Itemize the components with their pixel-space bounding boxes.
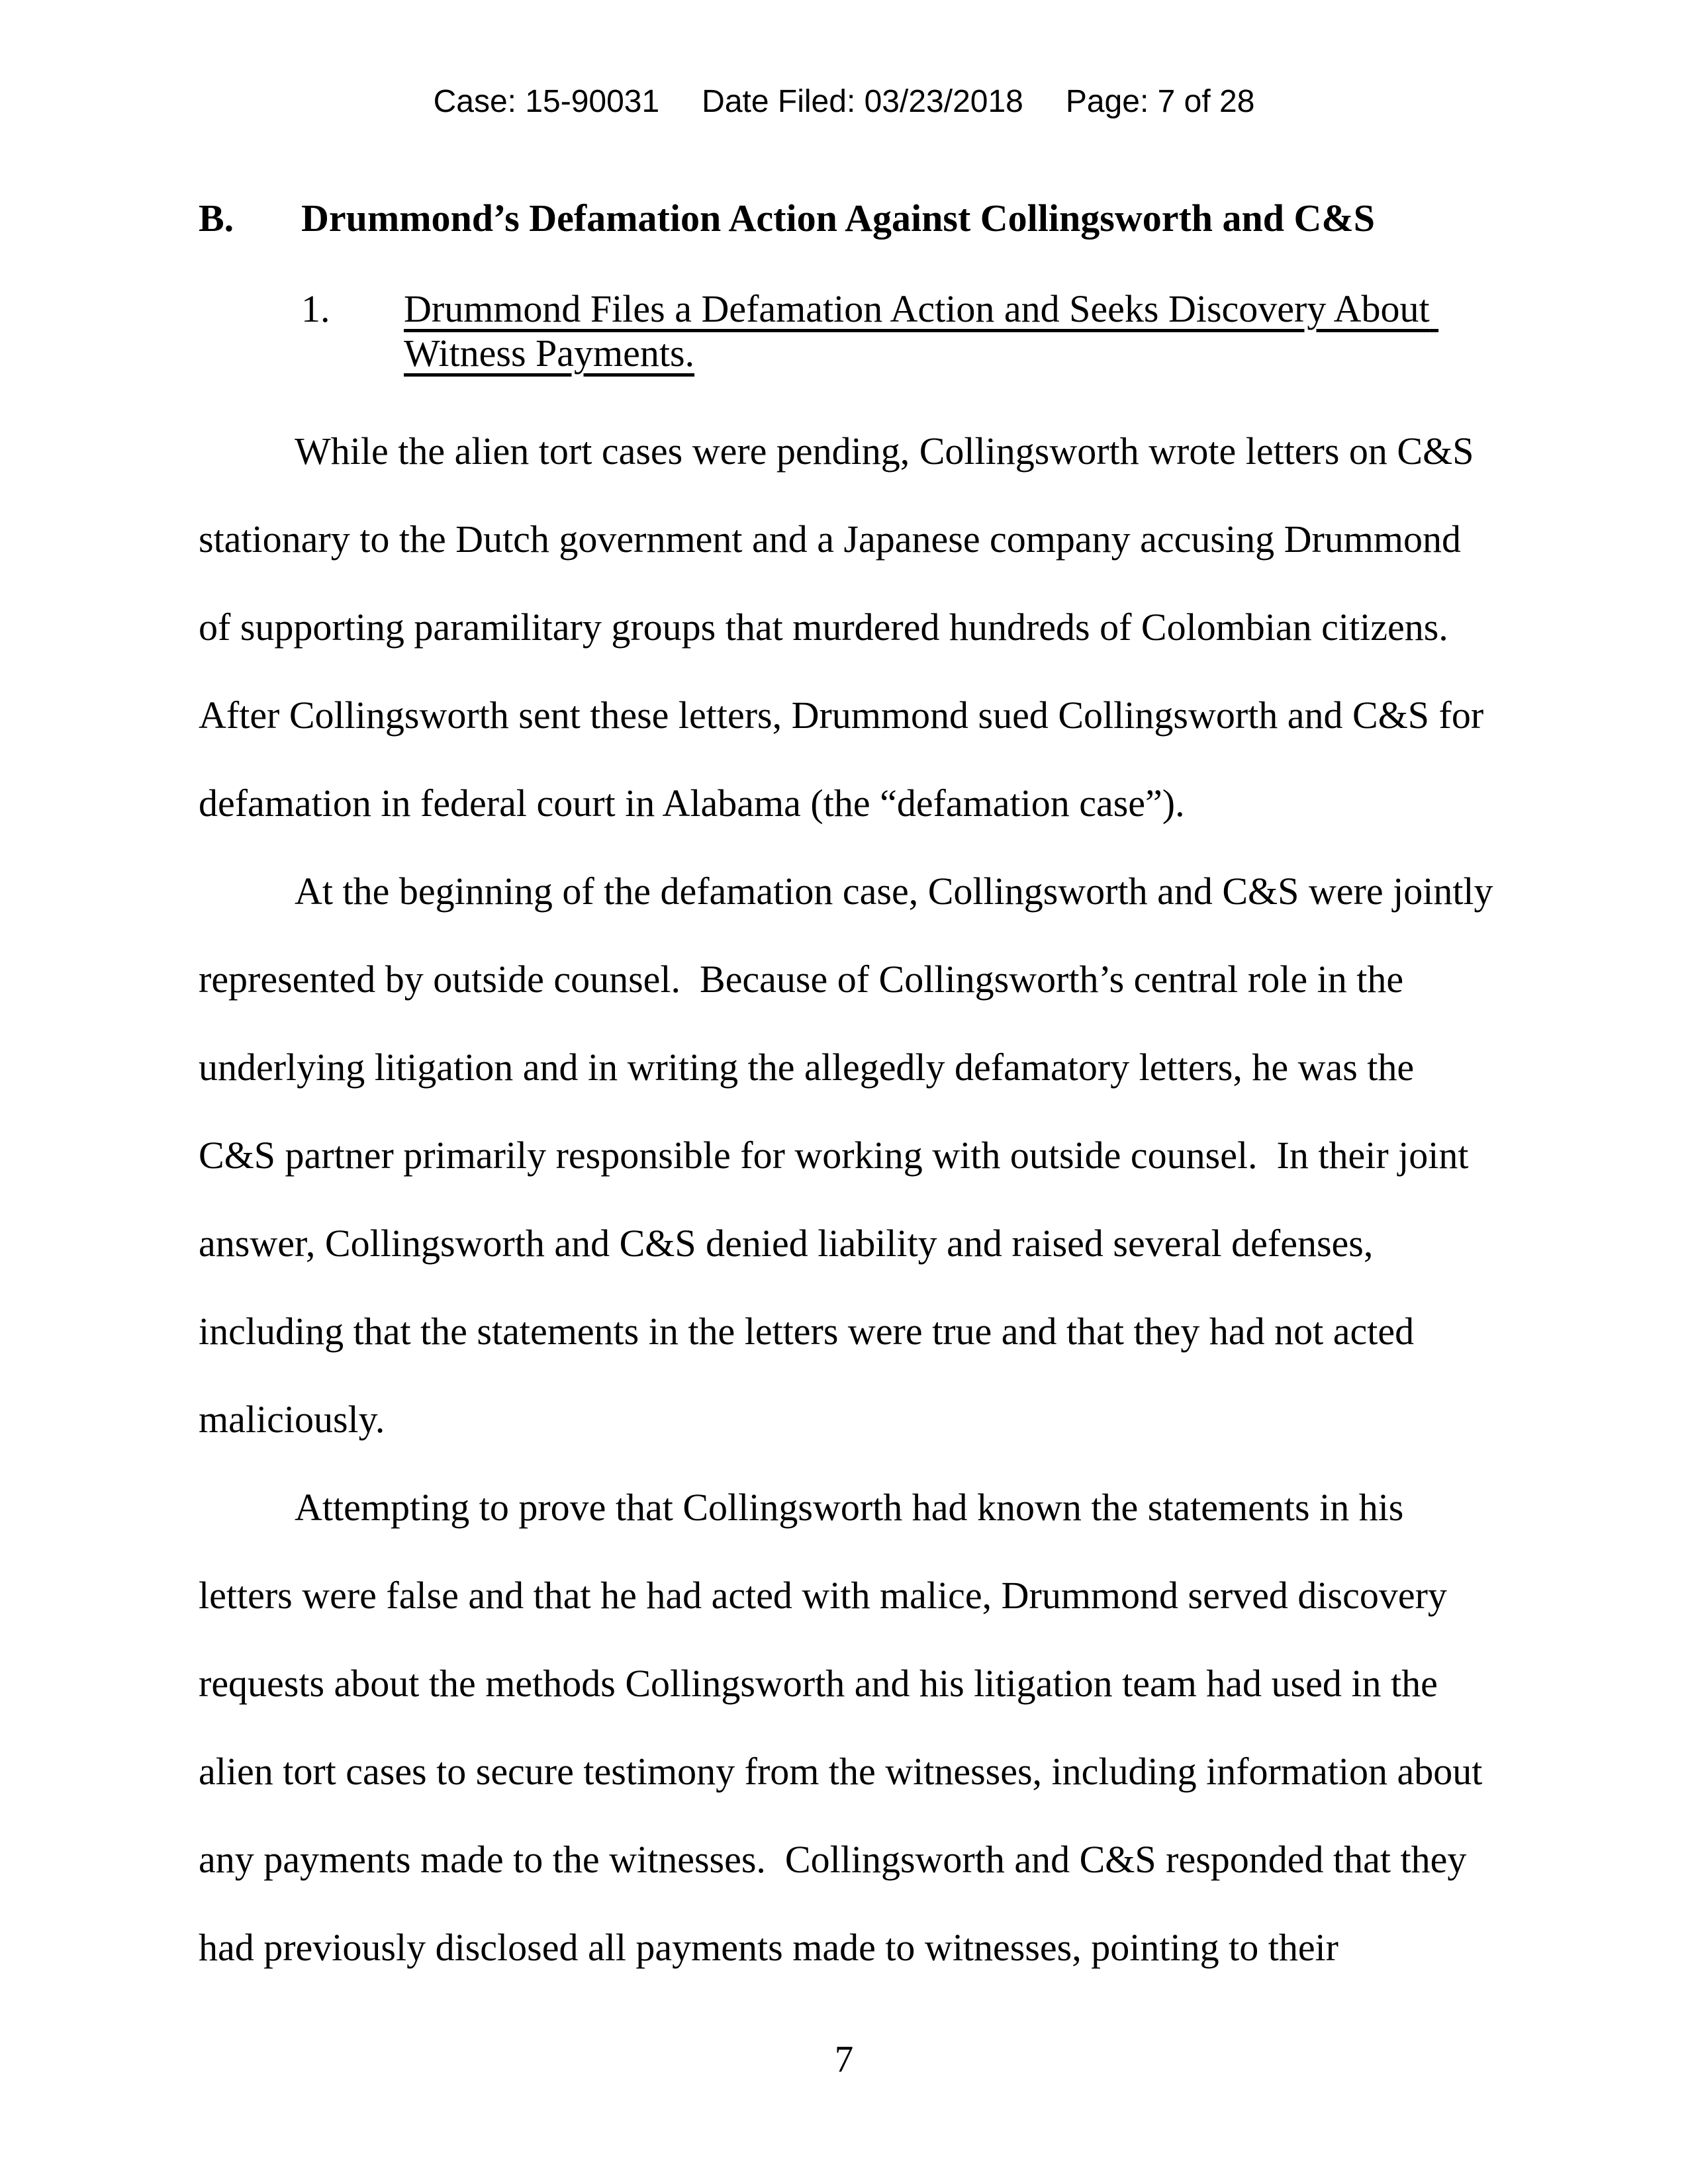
body-paragraphs — [199, 407, 1503, 1991]
document-body — [199, 196, 1503, 1991]
paragraph-3: Attempting to prove that Collingsworth had known the statements in his letters were false and that he had acted with malice, Drummond served discovery requests about the methods Collingsworth and his litigation team had used in the alien tort cases to secure testimony from the witnesses, including information about any payments made to the witnesses. Collingsworth and C&S responded that they had previously disclosed all payments made to witnesses, pointing to their — [199, 1486, 1492, 1969]
date-filed-label: Date Filed: 03/23/2018 — [702, 84, 1023, 119]
case-number-label: Case: 15-90031 — [433, 84, 660, 119]
subsection-title: Drummond Files a Defamation Action and Seeks Discovery About Witness Payments. — [404, 287, 1439, 375]
court-stamp-header — [0, 83, 1688, 120]
section-number: B. — [199, 197, 234, 240]
section-heading — [199, 196, 1496, 240]
subsection-heading — [199, 287, 1496, 375]
page-count-label: Page: 7 of 28 — [1065, 84, 1255, 119]
paragraph-2: At the beginning of the defamation case, Collingsworth and C&S were jointly represented by outside counsel. Because of Collingsworth’s central role in the underlying litigation and in writing the allegedly defamatory letters, he was the C&S partner primarily responsible for working with outside counsel. In their joint answer, Collingsworth and C&S denied liability and raised several defenses, including that the statements in the letters were true and that they had not acted maliciously. — [199, 870, 1503, 1441]
section-title: Drummond’s Defamation Action Against Collingsworth and C&S — [301, 197, 1375, 240]
page-number-footer: 7 — [834, 2038, 854, 2080]
subsection-number: 1. — [301, 287, 330, 330]
paragraph-1: While the alien tort cases were pending, Collingsworth wrote letters on C&S stationary to the Dutch government and a Japanese company accusing Drummond of supporting paramilitary groups that murdered hundreds of Colombian citizens. After Collingsworth sent these letters, Drummond sued Collingsworth and C&S for defamation in federal court in Alabama (the “defamation case”). — [199, 430, 1493, 825]
